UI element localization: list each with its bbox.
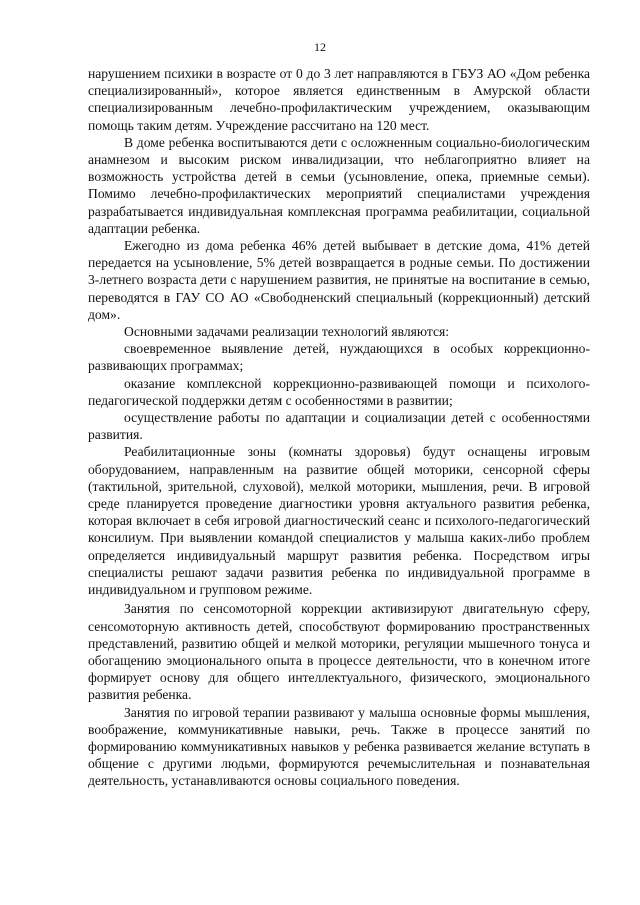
document-body — [88, 65, 590, 790]
paragraph-tasks-heading: Основными задачами реализации технологий являются: — [124, 324, 450, 340]
list-item-task-1: своевременное выявление детей, нуждающихся в особых коррекционно-развивающих программах; — [88, 341, 590, 374]
paragraph-rehabilitation-zones: Реабилитационные зоны (комнаты здоровья) будут оснащены игровым оборудованием, направленным на развитие общей моторики, сенсорной сферы (тактильной, зрительной, слуховой), мелкой моторики, мышления, речи. В игровой среде планируется проведение диагностики уровня актуального развития ребенка, которая включает в себя игровой диагностический сеанс и психолого-педагогический консилиум. При выявлении командой специалистов у малыша каких-либо проблем определяется индивидуальный маршрут развития ребенка. Посредством игры специалисты решают задачи развития ребенка по индивидуальной программе в индивидуальном и групповом режиме. — [88, 444, 590, 598]
paragraph-sensorimotor: Занятия по сенсомоторной коррекции активизируют двигательную сферу, сенсомоторную активность детей, способствуют формированию пространственных представлений, развитию общей и мелкой моторики, регуляции мышечного тонуса и обогащению эмоционального опыта в процессе деятельности, что в конечном итоге формирует основу для общего интеллектуального, физического, эмоционального развития ребенка. — [88, 601, 590, 703]
paragraph-continuation: нарушением психики в возрасте от 0 до 3 лет направляются в ГБУЗ АО «Дом ребенка специализированный», которое является единственным в Амурской области специализированным лечебно-профилактическим учреждением, оказывающим помощь таким детям. Учреждение рассчитано на 120 мест. — [88, 66, 590, 133]
paragraph-statistics: Ежегодно из дома ребенка 46% детей выбывает в детские дома, 41% детей передается на усыновление, 5% детей возвращается в родные семьи. По достижении 3-летнего возраста дети с нарушением развития, не принятые на воспитание в семью, переводятся в ГАУ СО АО «Свободненский специальный (коррекционный) детский дом». — [88, 238, 590, 322]
list-item-task-2: оказание комплексной коррекционно-развивающей помощи и психолого-педагогической поддержки детям с особенностями в развитии; — [88, 375, 590, 408]
paragraph-play-therapy: Занятия по игровой терапии развивают у малыша основные формы мышления, воображение, коммуникативные навыки, речь. Также в процессе занятий по формированию коммуникативных навыков у ребенка развивается желание вступать в общение с другими людьми, формируются речемыслительная и познавательная деятельность, устанавливаются основы социального поведения. — [88, 704, 590, 789]
paragraph-children-in-care: В доме ребенка воспитываются дети с осложненным социально-биологическим анамнезом и высоким риском инвалидизации, что неблагоприятно влияет на возможность устройства детей в семьи (усыновление, опека, приемные семьи). Помимо лечебно-профилактических мероприятий специалистами учреждения разрабатывается индивидуальная комплексная программа реабилитации, социальной адаптации ребенка. — [88, 134, 590, 236]
list-item-task-3: осуществление работы по адаптации и социализации детей с особенностями развития. — [88, 410, 590, 443]
page-number: 12 — [314, 40, 326, 54]
